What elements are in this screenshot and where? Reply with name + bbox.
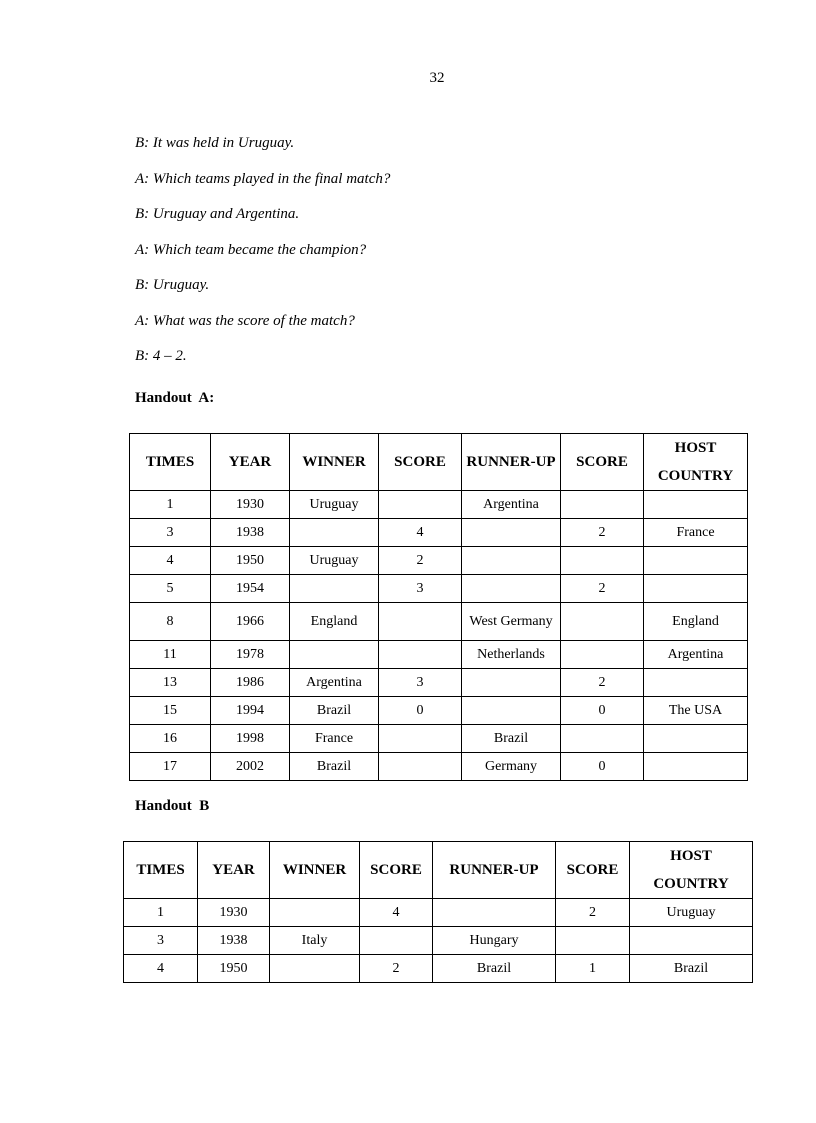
handout-b-heading: Handout B (135, 798, 210, 814)
table-cell: France (290, 725, 379, 753)
table-cell (360, 927, 433, 955)
table-cell: 3 (124, 927, 198, 955)
table-cell: 1954 (211, 575, 290, 603)
header-host-country: HOST COUNTRY (630, 842, 753, 899)
table-cell: 2 (556, 899, 630, 927)
table-cell: 2 (379, 547, 462, 575)
table-cell (644, 669, 748, 697)
table-cell: 2 (360, 955, 433, 983)
table-cell (270, 899, 360, 927)
table-cell: 2 (561, 669, 644, 697)
table-cell (644, 547, 748, 575)
table-cell: Uruguay (630, 899, 753, 927)
header-year: YEAR (198, 842, 270, 899)
table-cell: 1 (130, 491, 211, 519)
dialogue-line: B: It was held in Uruguay. (135, 135, 295, 151)
table-cell: 1930 (211, 491, 290, 519)
table-row (124, 927, 753, 955)
table-cell: 4 (124, 955, 198, 983)
table-row (124, 899, 753, 927)
dialogue-line: B: Uruguay and Argentina. (135, 206, 300, 222)
table-cell: France (644, 519, 748, 547)
table-cell: 1 (124, 899, 198, 927)
table-row (124, 955, 753, 983)
header-runner-up: RUNNER-UP (462, 434, 561, 491)
table-cell: Brazil (290, 697, 379, 725)
table-cell: 2 (561, 519, 644, 547)
table-cell: West Germany (462, 603, 561, 641)
table-cell: 11 (130, 641, 211, 669)
table-row (130, 575, 748, 603)
header-times: TIMES (124, 842, 198, 899)
table-row (130, 753, 748, 781)
page-number: 32 (429, 70, 445, 86)
handout-b-table (123, 841, 753, 983)
table-cell: 1938 (211, 519, 290, 547)
header-times: TIMES (130, 434, 211, 491)
header-winner: WINNER (270, 842, 360, 899)
handout-a-heading: Handout A: (135, 390, 215, 406)
header-runner-up: RUNNER-UP (433, 842, 556, 899)
header-score: SCORE (561, 434, 644, 491)
table-cell: 0 (379, 697, 462, 725)
table-cell: 16 (130, 725, 211, 753)
table-cell: 2 (561, 575, 644, 603)
table-cell (644, 725, 748, 753)
table-cell: 3 (130, 519, 211, 547)
header-score: SCORE (556, 842, 630, 899)
table-cell (379, 725, 462, 753)
dialogue-line: A: Which team became the champion? (135, 241, 367, 258)
table-cell: 1978 (211, 641, 290, 669)
table-cell: 1994 (211, 697, 290, 725)
table-cell (644, 491, 748, 519)
table-cell (561, 641, 644, 669)
table-cell: England (644, 603, 748, 641)
dialogue-line: A: What was the score of the match? (135, 312, 355, 329)
table-row (130, 603, 748, 641)
table-cell (644, 575, 748, 603)
table-cell: 4 (130, 547, 211, 575)
table-cell (290, 641, 379, 669)
table-cell (561, 547, 644, 575)
table-cell: Brazil (433, 955, 556, 983)
table-row (130, 697, 748, 725)
table-header-row (124, 842, 753, 899)
table-cell (379, 641, 462, 669)
table-row (130, 547, 748, 575)
table-cell: 15 (130, 697, 211, 725)
table-cell (433, 899, 556, 927)
table-cell (561, 725, 644, 753)
table-cell: England (290, 603, 379, 641)
table-cell: 1998 (211, 725, 290, 753)
table-cell (379, 603, 462, 641)
table-cell (379, 753, 462, 781)
table-cell: Uruguay (290, 491, 379, 519)
table-cell (462, 697, 561, 725)
table-cell: 8 (130, 603, 211, 641)
table-cell (644, 753, 748, 781)
table-header-row (130, 434, 748, 491)
table-cell: Argentina (462, 491, 561, 519)
table-cell (379, 491, 462, 519)
table-cell: Brazil (462, 725, 561, 753)
header-score: SCORE (360, 842, 433, 899)
table-cell: Argentina (290, 669, 379, 697)
table-cell: 1986 (211, 669, 290, 697)
table-cell (556, 927, 630, 955)
table-row (130, 669, 748, 697)
table-cell: 3 (379, 575, 462, 603)
table-cell: Hungary (433, 927, 556, 955)
table-cell: Brazil (630, 955, 753, 983)
table-cell: 3 (379, 669, 462, 697)
dialogue-line: B: Uruguay. (135, 277, 210, 293)
header-host-country: HOST COUNTRY (644, 434, 748, 491)
table-cell (290, 519, 379, 547)
table-cell: 5 (130, 575, 211, 603)
table-cell (290, 575, 379, 603)
dialogue-line: B: 4 – 2. (135, 348, 187, 364)
table-cell (630, 927, 753, 955)
table-cell (462, 519, 561, 547)
table-cell: Uruguay (290, 547, 379, 575)
table-cell: Argentina (644, 641, 748, 669)
table-cell: 4 (360, 899, 433, 927)
table-cell: Netherlands (462, 641, 561, 669)
table-cell: 1966 (211, 603, 290, 641)
table-row (130, 641, 748, 669)
table-cell: 1950 (211, 547, 290, 575)
table-cell: Brazil (290, 753, 379, 781)
table-cell: 1938 (198, 927, 270, 955)
table-cell: Germany (462, 753, 561, 781)
table-cell: 1950 (198, 955, 270, 983)
table-cell (462, 547, 561, 575)
table-cell (561, 603, 644, 641)
table-cell: 0 (561, 753, 644, 781)
table-row (130, 519, 748, 547)
table-cell: 17 (130, 753, 211, 781)
table-cell (462, 669, 561, 697)
table-cell: The USA (644, 697, 748, 725)
header-score: SCORE (379, 434, 462, 491)
table-cell: 4 (379, 519, 462, 547)
table-cell: 2002 (211, 753, 290, 781)
table-cell: 13 (130, 669, 211, 697)
table-cell (561, 491, 644, 519)
table-cell (462, 575, 561, 603)
table-row (130, 491, 748, 519)
table-row (130, 725, 748, 753)
handout-a-table (129, 433, 748, 781)
table-cell (270, 955, 360, 983)
table-cell: Italy (270, 927, 360, 955)
table-cell: 1930 (198, 899, 270, 927)
table-cell: 1 (556, 955, 630, 983)
header-winner: WINNER (290, 434, 379, 491)
header-year: YEAR (211, 434, 290, 491)
table-cell: 0 (561, 697, 644, 725)
dialogue (135, 132, 390, 381)
dialogue-line: A: Which teams played in the final match? (135, 170, 391, 187)
